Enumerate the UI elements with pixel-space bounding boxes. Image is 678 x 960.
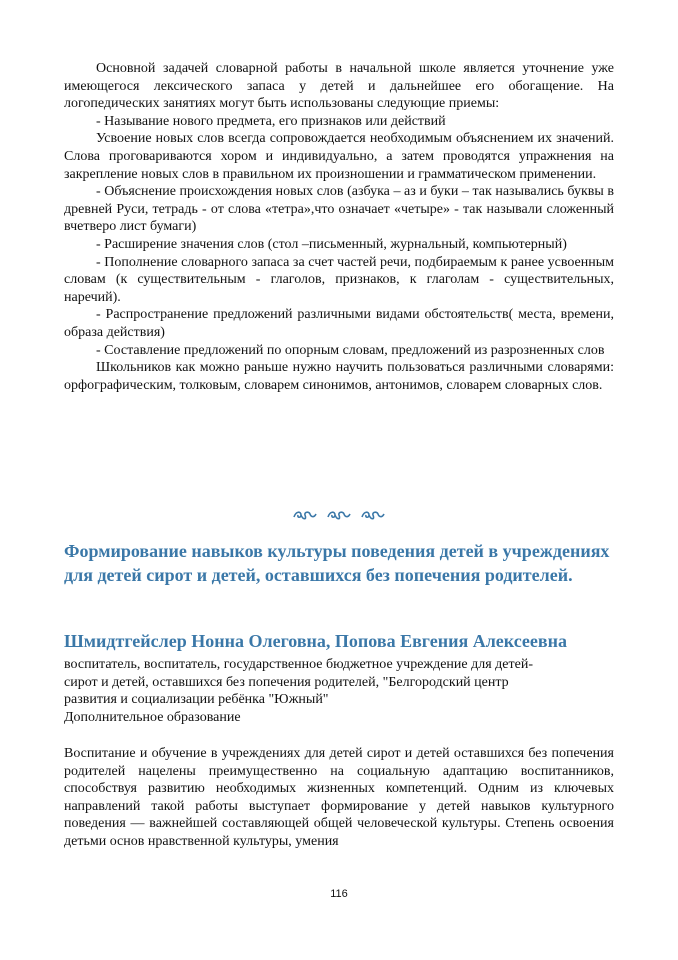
paragraph: Основной задачей словарной работы в начальной школе является уточнение уже имеющегося лексического запаса у детей и дальнейшее его обогащение. На логопедических занятиях могут быть использованы следующие приемы: bbox=[64, 61, 614, 112]
article-authors: Шмидтгейслер Нонна Олеговна, Попова Евгения Алексеевна bbox=[64, 631, 567, 651]
paragraph: - Объяснение происхождения новых слов (азбука – аз и буки – так назывались буквы в древней Руси, тетрадь - от слова «тетра»,что означает «четыре» - так называли сложенный вчетверо лист бумаги) bbox=[64, 184, 614, 235]
paragraph: - Называние нового предмета, его признаков или действий bbox=[96, 113, 446, 129]
article-title: Формирование навыков культуры поведения детей в учреждениях для детей сирот и детей, оставшихся без попечения родителей. bbox=[64, 541, 610, 585]
affiliation-line: развития и социализации ребёнка "Южный" bbox=[64, 692, 329, 708]
flourish-icon bbox=[326, 508, 352, 522]
vocabulary-work-section bbox=[64, 60, 614, 394]
paragraph: Усвоение новых слов всегда сопровождается необходимым объяснением их значений. Слова проговариваются хором и индивидуально, а затем проводятся упражнения на закрепление новых слов в правильном их произношении и грамматическом применении. bbox=[64, 131, 614, 182]
affiliation-line: сирот и детей, оставшихся без попечения родителей, "Белгородский центр bbox=[64, 674, 509, 690]
article-body: Воспитание и обучение в учреждениях для детей сирот и детей оставшихся без попечения родителей нацелены преимущественно на социальную адаптацию воспитанников, способствуя развитию необходимых жизненных компетенций. Одним из ключевых направлений такой работы выступает формирование у детей навыков культурного поведения — важнейшей составляющей общей человеческой культуры. Степень освоения детьми основ нравственной культуры, умения bbox=[64, 746, 614, 849]
author-affiliation bbox=[64, 656, 614, 726]
paragraph: - Распространение предложений различными видами обстоятельств( места, времени, образа действия) bbox=[64, 307, 614, 340]
paragraph: - Расширение значения слов (стол –письменный, журнальный, компьютерный) bbox=[96, 236, 567, 252]
section-label: Дополнительное образование bbox=[64, 709, 241, 725]
flourish-icon bbox=[292, 508, 318, 522]
paragraph: - Составление предложений по опорным словам, предложений из разрозненных слов bbox=[96, 342, 605, 358]
paragraph: - Пополнение словарного запаса за счет частей речи, подбираемым к ранее усвоенным словам (к существительным - глаголов, признаков, к глаголам - существительных, наречий). bbox=[64, 254, 614, 305]
paragraph: Школьников как можно раньше нужно научить пользоваться различными словарями: орфографическим, толковым, словарем синонимов, антонимов, словарем словарных слов. bbox=[64, 360, 614, 393]
section-divider-ornament bbox=[0, 508, 678, 526]
affiliation-line: воспитатель, воспитатель, государственное бюджетное учреждение для детей- bbox=[64, 657, 534, 672]
flourish-icon bbox=[360, 508, 386, 522]
page-number: 116 bbox=[330, 888, 348, 900]
